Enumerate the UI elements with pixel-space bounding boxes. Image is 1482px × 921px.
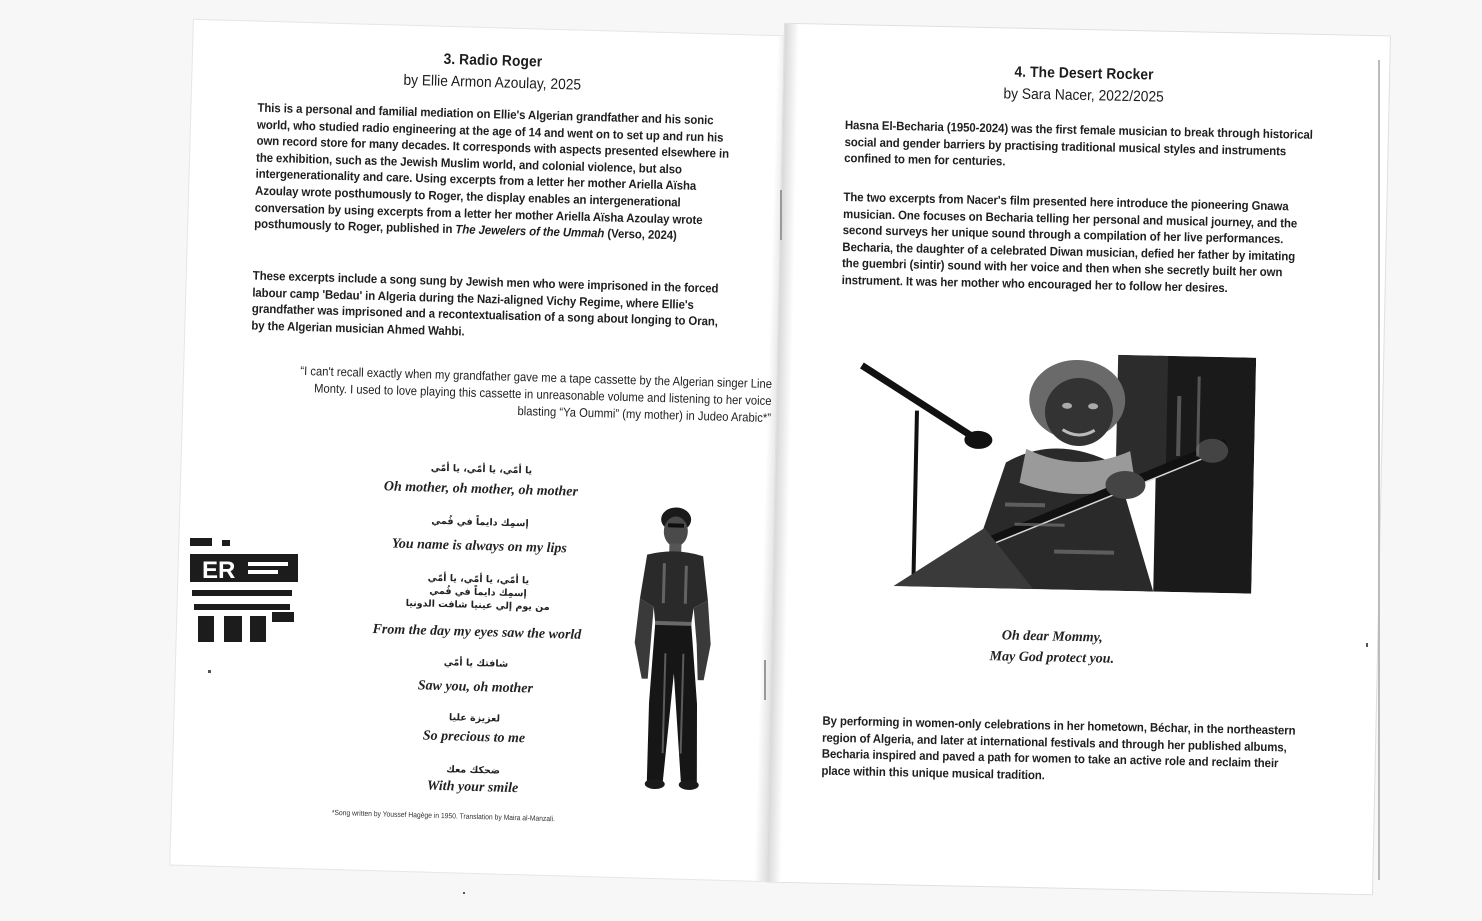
scan-speck <box>208 670 211 673</box>
left-paragraph-1-end: (Verso, 2024) <box>604 226 677 243</box>
stamp-fragment-icon <box>188 532 300 644</box>
left-paragraph-1-main: This is a personal and familial mediation on Ellie's Algerian grandfather and his sonic world, who studied radio engineering at the age of 14 and went on to set up and run his own record store for many decades. It corresponds with aspects presented elsewhere in the exhibition, such as the Jewish Muslim world, and colonial violence, but also intergenerationality and care. Using excerpts from a letter her mother Ariella Aïsha Azoulay wrote posthumously to Roger, the display enables an intergenerational conversation by using excerpts from a letter her mother Ariella Aïsha Azoulay wrote posthumously to Roger, published in <box>254 100 730 237</box>
left-page-byline: by Ellie Armon Azoulay, 2025 <box>403 71 582 94</box>
scan-speck <box>1378 60 1380 880</box>
left-page-title: 3. Radio Roger <box>443 50 543 71</box>
grandfather-quote: “I can't recall exactly when my grandfather gave me a tape cassette by the Algerian singer Line Monty. I used to love playing this cassette in unreasonable volume and listening to her voice blasting “Ya Oummi” (my mother) in Judeo Arabic*” <box>300 363 773 425</box>
scan-speck <box>463 892 465 894</box>
lyric-arabic-2: إسمِك دايماً في فُمي <box>431 515 529 530</box>
right-paragraph-2: The two excerpts from Nacer's film presented here introduce the pioneering Gnawa musician. One focuses on Becharia telling her personal and musical journey, and the second surveys her unique sound through a compilation of her live performances. Becharia, the daughter of a celebrated Diwan musician, defied her father by imitating the guembri (sintir) sound with her voice and then when she secretly built her own instrument. It was her mother who encouraged her to follow her desires. <box>841 190 1298 296</box>
lyric-arabic-4: شافتك يا أمّي <box>443 657 509 670</box>
left-paragraph-2: These excerpts include a song sung by Jewish men who were imprisoned in the forced labour camp 'Bedau' in Algeria during the Nazi-aligned Vichy Regime, where Ellie's grandfather was imprisoned and a recontextualisation of a song about longing to Oran, by the Algerian musician Ahmed Wahbi. <box>251 268 719 339</box>
book-title: The Jewelers of the Ummah <box>455 222 605 241</box>
caption-line-2: May God protect you. <box>989 649 1115 667</box>
caption-line-1: Oh dear Mommy, <box>1001 628 1103 646</box>
right-page <box>767 24 1390 894</box>
vintage-portrait-photo-icon <box>617 502 735 795</box>
lyric-arabic-1: يا أمّي، يا أمّي، يا أمّي <box>430 462 533 477</box>
lyric-english-1: Oh mother, oh mother, oh mother <box>383 479 579 500</box>
lyric-arabic-5: لعزيزة عليا <box>448 712 501 725</box>
stamp-lettering: ER <box>202 557 236 584</box>
musician-performance-photo-icon <box>853 349 1256 593</box>
lyric-english-5: So precious to me <box>422 728 526 747</box>
right-page-title: 4. The Desert Rocker <box>1014 63 1154 84</box>
lyric-english-4: Saw you, oh mother <box>417 678 534 697</box>
right-page-byline: by Sara Nacer, 2022/2025 <box>1003 85 1164 106</box>
lyric-english-3: From the day my eyes saw the world <box>372 622 582 643</box>
scan-speck <box>764 660 766 700</box>
right-paragraph-3: By performing in women-only celebrations in her hometown, Béchar, in the northeastern region of Algeria, and later at international festivals and through her published albums, Becharia inspired and paved a path for women to take an active role and reclaim their place within this unique musical tradition. <box>821 713 1296 783</box>
lyric-arabic-3c: من يوم إلي عينيا شافت الدونيا <box>405 597 550 613</box>
lyric-arabic-6: ضحكك معك <box>446 764 501 777</box>
right-paragraph-1: Hasna El-Becharia (1950-2024) was the first female musician to break through historical social and gender barriers by practising traditional musical styles and instruments confined to men for centuries. <box>844 118 1313 169</box>
song-footnote: *Song written by Youssef Hagège in 1950. Translation by Maira al-Manzali. <box>331 807 556 824</box>
lyric-english-2: You name is always on my lips <box>391 536 568 557</box>
lyric-arabic-3b: إسمِك دايماً في فُمي <box>429 585 527 600</box>
left-paragraph-1 <box>254 100 736 246</box>
lyric-english-6: With your smile <box>426 778 519 797</box>
scan-speck <box>780 190 782 240</box>
scan-speck <box>1366 643 1368 647</box>
lyric-arabic-3a: يا أمّي، يا أمّي، يا أمّي <box>427 572 530 587</box>
left-page <box>170 20 791 881</box>
